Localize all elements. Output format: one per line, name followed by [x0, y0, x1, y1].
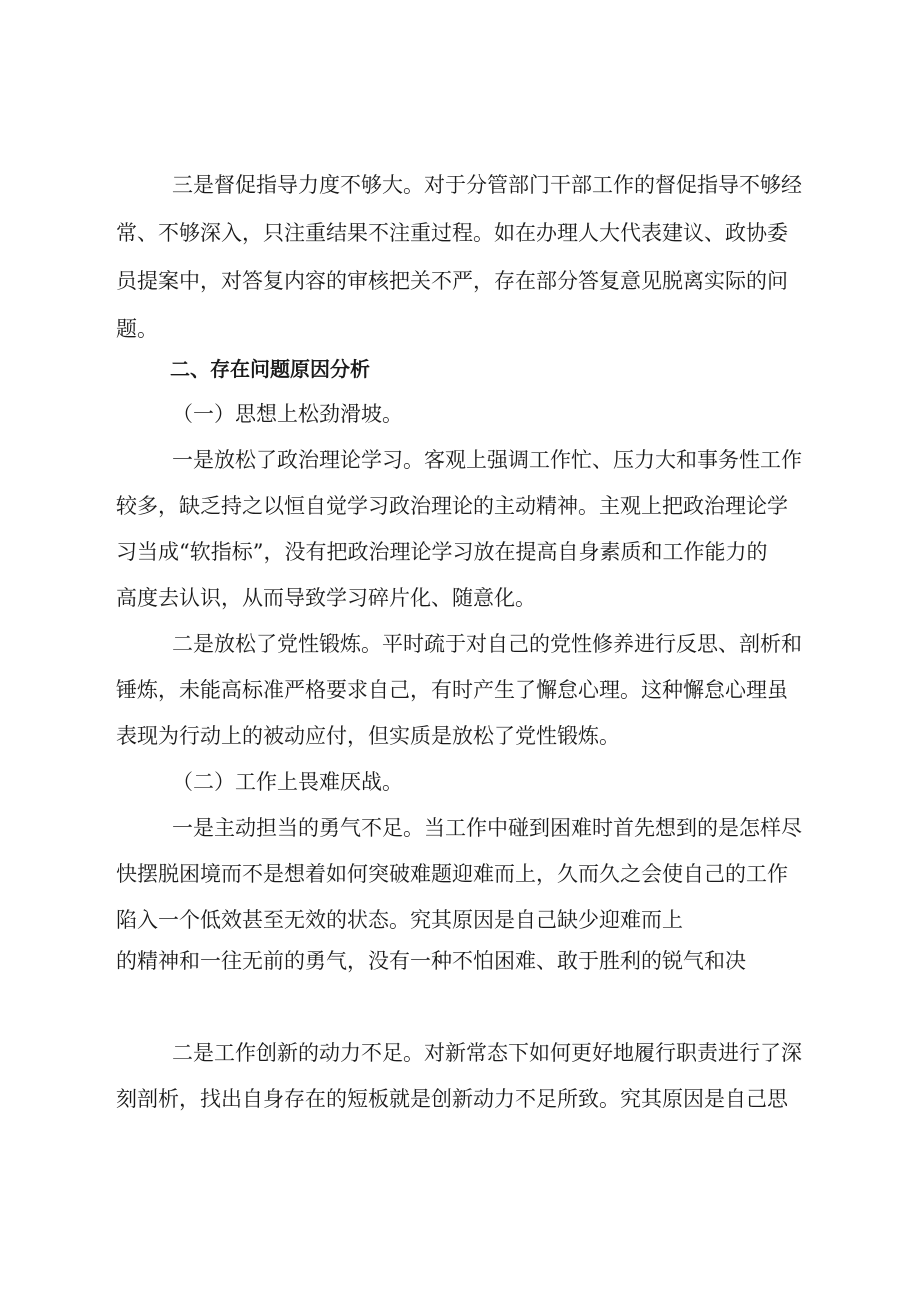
paragraph-line: 锤炼，未能高标准严格要求自己，有时产生了懈怠心理。这种懈怠心理虽	[116, 678, 788, 702]
section-heading: 二、存在问题原因分析	[170, 357, 370, 381]
paragraph-line: 习当成“软指标”，没有把政治理论学习放在提高自身素质和工作能力的	[116, 540, 768, 564]
paragraph-line: 较多，缺乏持之以恒自觉学习政治理论的主动精神。主观上把政治理论学	[116, 494, 788, 518]
paragraph-line: 题。	[116, 317, 158, 341]
paragraph-line: 刻剖析，找出自身存在的短板就是创新动力不足所致。究其原因是自己思	[116, 1087, 788, 1111]
paragraph-line: 陷入一个低效甚至无效的状态。究其原因是自己缺少迎难而上	[116, 908, 683, 932]
paragraph-line: 表现为行动上的被动应付，但实质是放松了党性锻炼。	[116, 724, 620, 748]
paragraph-line: 三是督促指导力度不够大。对于分管部门干部工作的督促指导不够经	[172, 173, 802, 197]
paragraph-line: 的精神和一往无前的勇气，没有一种不怕困难、敢于胜利的锐气和决	[116, 949, 746, 973]
paragraph-line: 二是工作创新的动力不足。对新常态下如何更好地履行职责进行了深	[172, 1041, 802, 1065]
subsection-heading: （二）工作上畏难厌战。	[172, 770, 403, 794]
paragraph-line: 常、不够深入，只注重结果不注重过程。如在办理人大代表建议、政协委	[116, 221, 788, 245]
paragraph-line: 一是主动担当的勇气不足。当工作中碰到困难时首先想到的是怎样尽	[172, 816, 802, 840]
paragraph-line: 一是放松了政治理论学习。客观上强调工作忙、压力大和事务性工作	[172, 448, 802, 472]
paragraph-line: 二是放松了党性锻炼。平时疏于对自己的党性修养进行反思、剖析和	[172, 632, 802, 656]
paragraph-line: 高度去认识，从而导致学习碎片化、随意化。	[116, 586, 536, 610]
paragraph-line: 员提案中，对答复内容的审核把关不严，存在部分答复意见脱离实际的问	[116, 269, 788, 293]
paragraph-line: 快摆脱困境而不是想着如何突破难题迎难而上，久而久之会使自己的工作	[116, 862, 788, 886]
subsection-heading: （一）思想上松劲滑坡。	[172, 402, 403, 426]
